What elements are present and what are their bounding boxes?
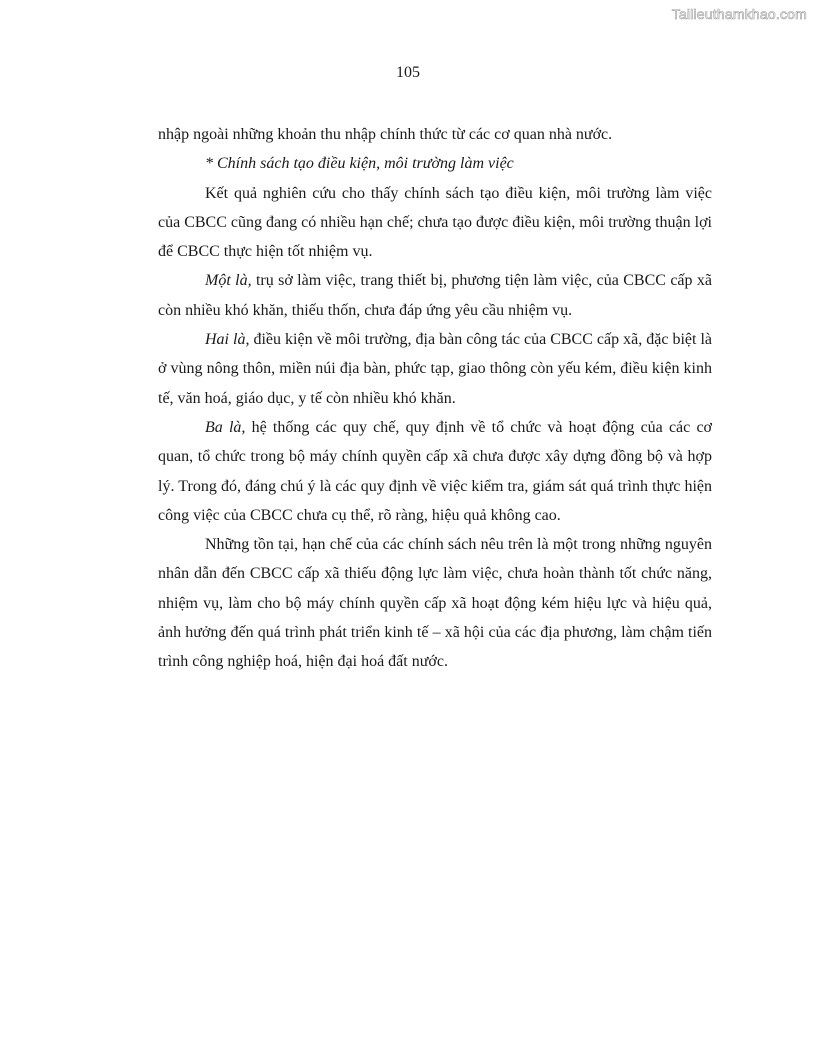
paragraph-point-one	[158, 266, 712, 325]
document-body	[158, 120, 712, 677]
point-three-text: hệ thống các quy chế, quy định về tổ chức và hoạt động của các cơ quan, tổ chức trong bộ máy chính quyền cấp xã chưa được xây dựng đồng bộ và hợp lý. Trong đó, đáng chú ý là các quy định về việc kiểm tra, giám sát quá trình thực hiện công việc của CBCC chưa cụ thể, rõ ràng, hiệu quả không cao.	[158, 418, 713, 524]
point-two-text: điều kiện về môi trường, địa bàn công tác của CBCC cấp xã, đặc biệt là ở vùng nông thôn, miền núi địa bàn, phức tạp, giao thông còn yếu kém, điều kiện kinh tế, văn hoá, giáo dục, y tế còn nhiều khó khăn.	[158, 331, 713, 407]
paragraph-intro: Kết quả nghiên cứu cho thấy chính sách tạo điều kiện, môi trường làm việc của CBCC cũng đang có nhiều hạn chế; chưa tạo được điều kiện, môi trường thuận lợi để CBCC thực hiện tốt nhiệm vụ.	[158, 184, 712, 261]
point-three-lead: Ba là,	[205, 418, 246, 436]
paragraph-point-two	[158, 325, 712, 413]
paragraph-conclusion: Những tồn tại, hạn chế của các chính sách nêu trên là một trong những nguyên nhân dẫn đến CBCC cấp xã thiếu động lực làm việc, chưa hoàn thành tốt chức năng, nhiệm vụ, làm cho bộ máy chính quyền cấp xã hoạt động kém hiệu lực và hiệu quả, ảnh hưởng đến quá trình phát triển kinh tế – xã hội của các địa phương, làm chậm tiến trình công nghiệp hoá, hiện đại hoá đất nước.	[158, 536, 712, 671]
point-two-lead: Hai là,	[205, 331, 250, 349]
section-heading: * Chính sách tạo điều kiện, môi trường làm việc	[205, 155, 514, 173]
point-one-lead: Một là,	[205, 272, 252, 290]
paragraph-continuation: nhập ngoài những khoản thu nhập chính thức từ các cơ quan nhà nước.	[158, 126, 613, 143]
watermark: Tailieuthamkhao.com	[671, 6, 807, 22]
page-number: 105	[396, 64, 420, 81]
paragraph-point-three	[158, 413, 712, 530]
point-one-text: trụ sở làm việc, trang thiết bị, phương tiện làm việc, của CBCC cấp xã còn nhiều khó khăn, thiếu thốn, chưa đáp ứng yêu cầu nhiệm vụ.	[158, 272, 712, 319]
